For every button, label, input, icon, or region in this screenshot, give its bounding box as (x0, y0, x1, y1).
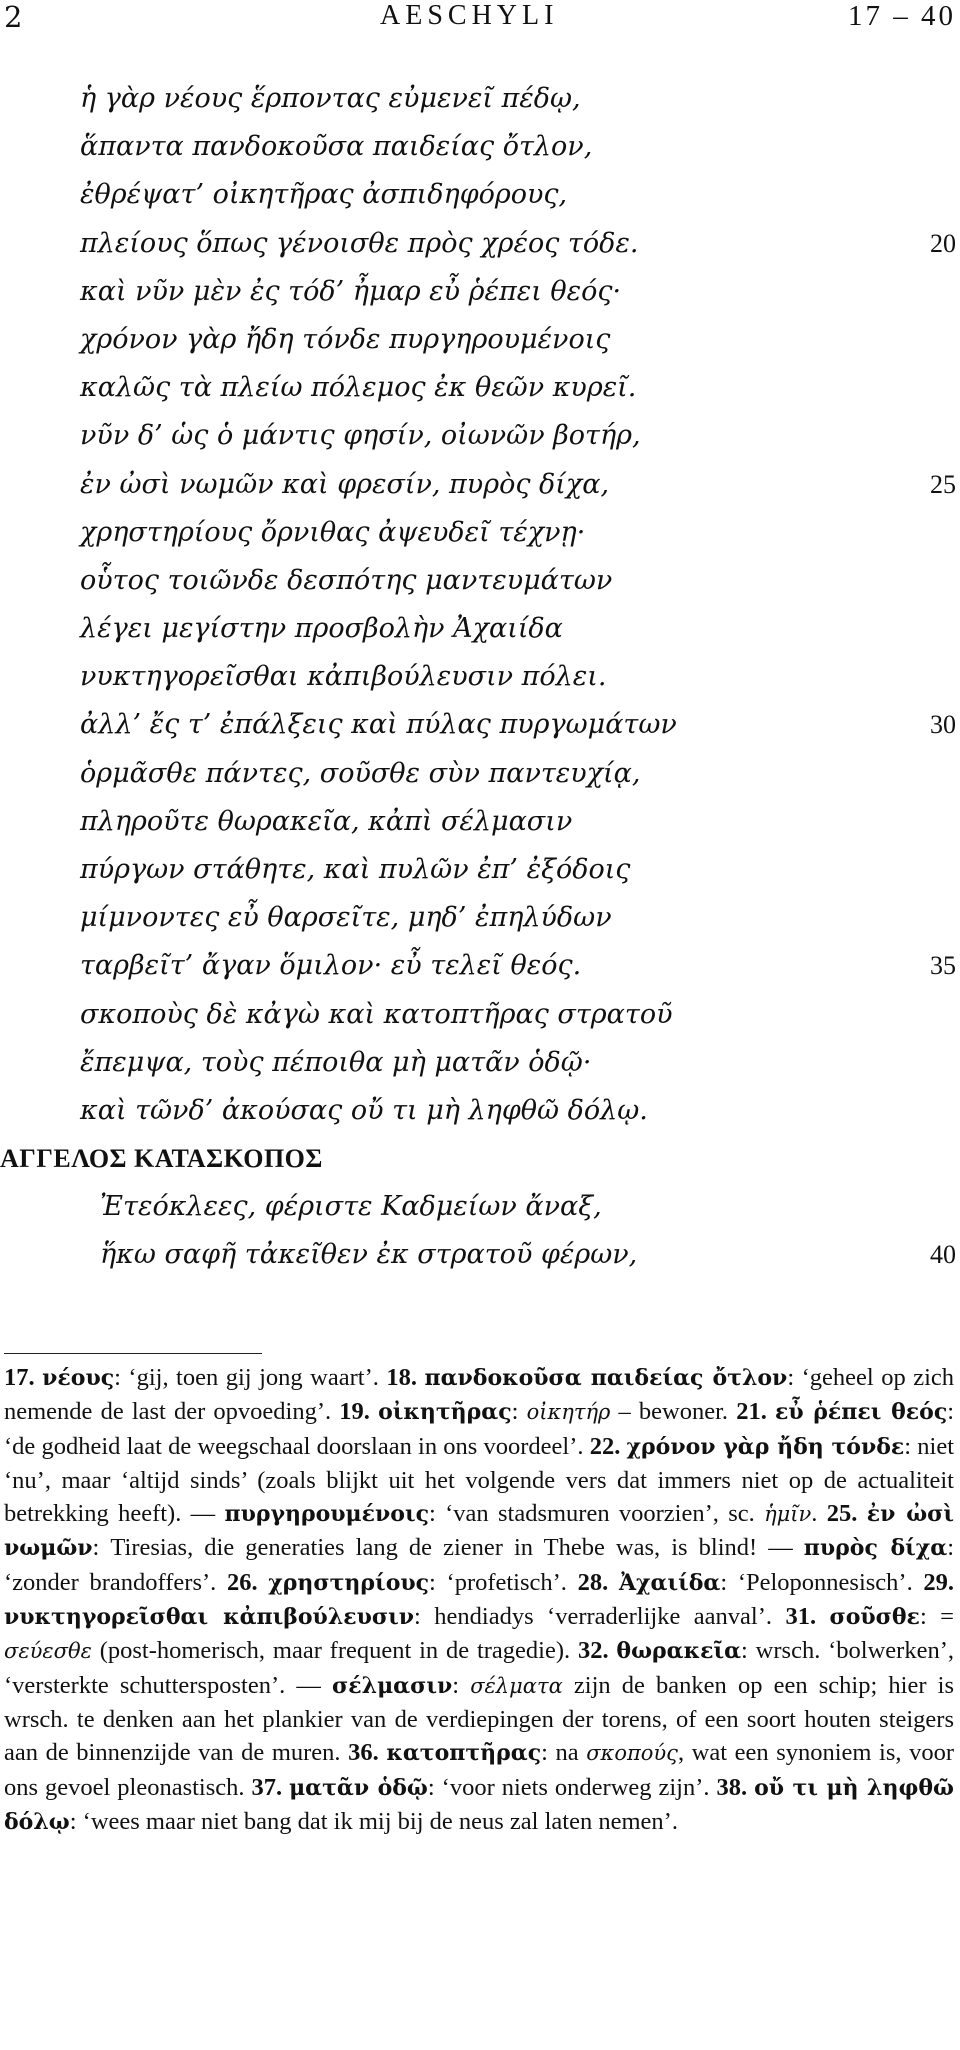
note-text: : ‘geheel op zich nemende de last der opvoeding’. (4, 1364, 955, 1426)
verse-line (0, 509, 960, 557)
running-title: AESCHYLI (380, 0, 559, 31)
verse-line (0, 412, 960, 460)
note-lemma: χρόνον γὰρ ἤδη τόνδε (626, 1433, 905, 1460)
note-text: : wrsch. ‘bolwerken’, ‘versterkte schuttersposten’. — (4, 1637, 954, 1699)
note-greek: σεύεσθε (4, 1639, 92, 1664)
note-lemma: οἰκητῆρας (378, 1399, 512, 1426)
verse-line (0, 461, 960, 509)
verse-line (0, 605, 960, 653)
note-lemma: Ἀχαιίδα (618, 1569, 721, 1596)
verse-text-line: νῦν δ’ ὡς ὁ μάντις φησίν, οἰωνῶν βοτήρ, (80, 420, 641, 452)
verse-text-line: σκοποὺς δὲ κἀγὼ καὶ κατοπτῆρας στρατοῦ (80, 998, 673, 1030)
verse-text-line: οὗτος τοιῶνδε δεσπότης μαντευμάτων (80, 564, 613, 596)
verse-line (0, 316, 960, 364)
verse-number: 25 (930, 469, 956, 499)
note-line-number: 28. (577, 1568, 609, 1596)
verse-line (0, 364, 960, 412)
note-entry (251, 1774, 716, 1801)
note-line-number: 22. (589, 1432, 621, 1460)
note-line-number: 38. (716, 1773, 748, 1801)
note-lemma: νυκτηγορεῖσθαι κἀπιβούλευσιν (4, 1604, 415, 1631)
verse-text-line: ἅπαντα πανδοκοῦσα παιδείας ὄτλον, (80, 131, 593, 163)
verse-line (0, 123, 960, 171)
note-lemma: θωρακεῖα (616, 1638, 742, 1665)
verse-text-line: ἐθρέψατ’ οἰκητῆρας ἀσπιδηφόρους, (80, 179, 568, 211)
note-lemma: χρηστηρίους (268, 1569, 430, 1596)
speaker-heading: ΑΓΓΕΛΟΣ ΚΑΤΑΣΚΟΠΟΣ (0, 1144, 323, 1174)
running-header (0, 0, 960, 40)
note-line-number: 32. (577, 1637, 609, 1665)
note-text: : niet ‘nu’, maar ‘altijd sinds’ (zoals blijkt uit het volgende vers dat immers niet op de actualiteit betrekking heeft). — (4, 1432, 955, 1528)
note-line-number: 17. (4, 1364, 35, 1391)
note-line-number: 21. (736, 1398, 767, 1426)
verse-text-line: λέγει μεγίστην προσβολὴν Ἀχαιίδα (80, 613, 563, 645)
note-line-number: 36. (348, 1739, 379, 1767)
note-text: : = (919, 1603, 954, 1631)
note-entry (339, 1398, 736, 1425)
note-lemma: κατοπτῆρας (386, 1740, 542, 1767)
note-lemma: πανδοκοῦσα παιδείας ὄτλον (424, 1365, 788, 1391)
note-text: : (452, 1671, 471, 1699)
verse-line (0, 991, 960, 1039)
verse-line (0, 942, 960, 990)
verse-text-line: Ἐτεόκλεες, φέριστε Καδμείων ἄναξ, (100, 1191, 602, 1223)
commentary-notes (4, 1361, 954, 1839)
verse-line (0, 220, 960, 268)
verse-text-line: πλείους ὅπως γένοισθε πρὸς χρέος τόδε. (80, 227, 639, 259)
note-entry (578, 1569, 924, 1596)
verse-line (0, 846, 960, 894)
note-text: , wat een synoniem is, voor ons gevoel pleonastisch. (4, 1739, 955, 1801)
verse-line (0, 557, 960, 605)
notes-paragraph (4, 1361, 954, 1839)
note-lemma: σέλμασιν (332, 1672, 453, 1699)
verse-number: 40 (930, 1240, 956, 1270)
note-line-number: 29. (923, 1568, 955, 1596)
verse-text-line: καὶ νῦν μὲν ἐς τόδ’ ἦμαρ εὖ ῥέπει θεός· (80, 275, 622, 307)
verse-text-line: χρηστηρίους ὄρνιθας ἀψευδεῖ τέχνῃ· (80, 516, 586, 548)
note-text: zijn de banken op een schip; hier is wrsch. te denken aan het plankier van de verdiepingen der torens, of een soort houten steigers aan de binnenzijde van de muren. (4, 1671, 955, 1767)
note-text: : ‘Peloponnesisch’. (720, 1568, 924, 1596)
verse-text (0, 75, 960, 1280)
verse-text-line: μίμνοντες εὖ θαρσεῖτε, μηδ’ ἐπηλύδων (80, 902, 612, 934)
note-text: : ‘wees maar niet bang dat ik mij bij de neus zal laten nemen’. (69, 1807, 678, 1835)
note-text: : Tiresias, die generaties lang de ziener in Thebe was, is blind! — (92, 1534, 804, 1562)
note-text: : ‘voor niets onderweg zijn’. (427, 1773, 717, 1801)
note-text: : ‘profetisch’. (429, 1568, 578, 1596)
note-lemma: ἐν ὠσὶ νωμῶν (4, 1501, 955, 1562)
note-text: : (511, 1398, 527, 1426)
verse-text-line: ἥκω σαφῆ τἀκεῖθεν ἐκ στρατοῦ φέρων, (100, 1239, 638, 1271)
note-text: : na (541, 1739, 587, 1767)
note-lemma: πυργηρουμένοις (224, 1501, 430, 1528)
note-greek: σέλματα (470, 1673, 563, 1698)
page-number: 2 (4, 0, 23, 34)
note-line-number: 26. (226, 1568, 258, 1596)
note-text: : ‘de godheid laat de weegschaal doorslaan in ons voordeel’. (4, 1398, 955, 1460)
note-lemma: σοῦσθε (829, 1604, 920, 1631)
verse-line (0, 1087, 960, 1135)
verse-text-line: καλῶς τὰ πλείω πόλεμος ἐκ θεῶν κυρεῖ. (80, 372, 637, 404)
verse-text-line: ἐν ὠσὶ νωμῶν καὶ φρεσίν, πυρὸς δίχα, (80, 468, 610, 500)
note-text: : ‘zonder brandoffers’. (4, 1534, 954, 1596)
note-line-number: 19. (339, 1398, 370, 1426)
note-line-number: 25. (826, 1500, 858, 1528)
note-lemma: εὖ ῥέπει θεός (774, 1399, 948, 1426)
verse-line (0, 701, 960, 749)
note-text: : hendiadys ‘verraderlijke aanval’. (414, 1603, 786, 1631)
note-text: . (811, 1500, 827, 1528)
note-line-number: 31. (785, 1603, 817, 1631)
note-lemma: πυρὸς δίχα (803, 1535, 948, 1562)
verse-number: 30 (930, 710, 956, 740)
verse-number: 20 (930, 228, 956, 258)
verse-text-line: νυκτηγορεῖσθαι κἀπιβούλευσιν πόλει. (80, 661, 607, 693)
note-greek: ἡμῖν (764, 1502, 812, 1527)
note-line-number: 18. (386, 1364, 417, 1391)
verse-text-line: ἔπεμψα, τοὺς πέποιθα μὴ ματᾶν ὁδῷ· (80, 1046, 592, 1078)
verse-line (0, 1183, 960, 1231)
verse-line (0, 653, 960, 701)
verse-text-line: ἡ γὰρ νέους ἕρποντας εὐμενεῖ πέδῳ, (80, 83, 581, 114)
note-lemma: ματᾶν ὁδῷ (289, 1774, 428, 1801)
verse-text-line: χρόνον γὰρ ἤδη τόνδε πυργηρουμένοις (80, 323, 611, 355)
note-text: : ‘gij, toen gij jong waart’. (114, 1364, 387, 1391)
verse-line (0, 1039, 960, 1087)
note-lemma: οὔ τι μὴ ληφθῶ δόλῳ (4, 1774, 955, 1835)
verse-number: 35 (930, 951, 956, 981)
note-greek: σκοπούς (586, 1741, 678, 1766)
footnote-rule (4, 1353, 262, 1354)
note-text: – bewoner. (610, 1398, 737, 1426)
verse-line (0, 171, 960, 219)
note-greek: οἰκητήρ (526, 1400, 611, 1425)
note-text: : ‘van stadsmuren voorzien’, sc. (429, 1500, 765, 1528)
verse-line (0, 75, 960, 123)
verse-text-line: καὶ τῶνδ’ ἀκούσας οὔ τι μὴ ληφθῶ δόλῳ. (80, 1094, 648, 1126)
note-line-number: 37. (251, 1773, 283, 1801)
verse-line (0, 750, 960, 798)
note-lemma: νέους (42, 1365, 115, 1391)
verse-text-line: ὁρμᾶσθε πάντες, σοῦσθε σὺν παντευχίᾳ, (80, 757, 641, 789)
note-entry (227, 1569, 578, 1596)
verse-text-line: πύργων στάθητε, καὶ πυλῶν ἐπ’ ἐξόδοις (80, 854, 631, 885)
note-text: (post-homerisch, maar frequent in de tragedie). (91, 1637, 578, 1665)
verse-line (0, 798, 960, 846)
verse-text-line: ἀλλ’ ἔς τ’ ἐπάλξεις καὶ πύλας πυργωμάτων (80, 709, 677, 741)
line-range: 17 – 40 (848, 0, 956, 32)
note-entry (4, 1364, 386, 1391)
verse-line (0, 894, 960, 942)
verse-line (0, 268, 960, 316)
verse-text-line: ταρβεῖτ’ ἄγαν ὅμιλον· εὖ τελεῖ θεός. (80, 950, 582, 982)
verse-text-line: πληροῦτε θωρακεῖα, κἀπὶ σέλμασιν (80, 805, 573, 837)
verse-line (0, 1231, 960, 1279)
